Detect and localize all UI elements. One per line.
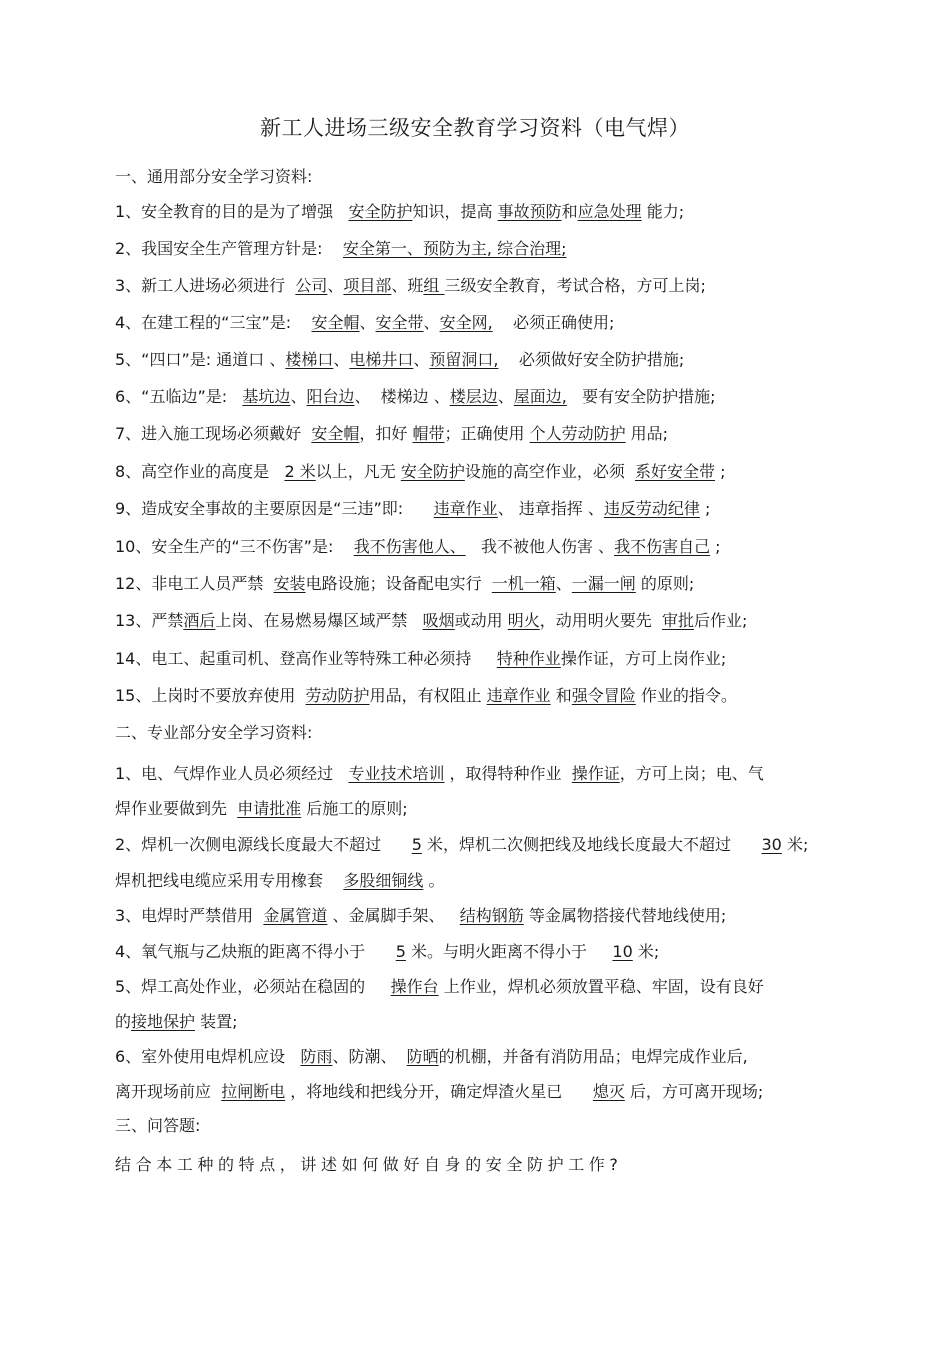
filled-answer: 多股细铜线 (343, 871, 424, 890)
text-line (115, 499, 710, 519)
text-segment: ，动用明火要先 (539, 611, 662, 630)
filled-answer: 防晒 (406, 1047, 439, 1066)
text-line (115, 723, 312, 743)
text-segment: ，扣好 (359, 424, 413, 443)
text-segment: 作业的指令。 (635, 686, 737, 705)
text-line (115, 906, 726, 926)
text-line (115, 202, 684, 222)
text-segment: 必须做好安全防护措施; (498, 350, 685, 369)
filled-answer: 30 (761, 835, 782, 854)
text-line (115, 942, 659, 962)
text-segment: 和 (561, 202, 578, 221)
text-line (115, 686, 737, 706)
text-segment: 电路设施；设备配电实行 (305, 574, 492, 593)
text-segment: 后施工的原则; (301, 799, 408, 818)
filled-answer: 结构钢筋 (459, 906, 524, 925)
text-segment: 后，方可离开现场; (624, 1082, 764, 1101)
filled-answer: 安全防护 (348, 202, 413, 221)
text-line (115, 313, 614, 333)
filled-answer: 接地保护 (131, 1012, 196, 1031)
filled-answer: 屋面边, (513, 387, 567, 406)
text-segment: 的 (115, 1012, 132, 1031)
text-line (115, 167, 312, 187)
text-segment: 和 (550, 686, 572, 705)
filled-answer: 2 米 (284, 462, 316, 481)
text-line (115, 350, 684, 370)
filled-answer: 专业技术培训 (348, 764, 445, 783)
text-segment: ; (710, 537, 721, 556)
filled-answer: 操作证 (571, 764, 620, 783)
text-segment: 知识，提高 (412, 202, 498, 221)
text-segment: 三级安全教育，考试合格，方可上岗; (444, 276, 706, 295)
filled-answer: 项目部 (343, 276, 392, 295)
text-segment: ；正确使用 (444, 424, 530, 443)
text-segment: 2、我国安全生产管理方针是: (115, 239, 343, 258)
text-line (115, 799, 408, 819)
filled-answer: 安全防护 (400, 462, 465, 481)
filled-answer: 特种作业 (496, 649, 561, 668)
text-segment: 13、严禁 (115, 611, 184, 630)
text-segment: 、 (327, 276, 344, 295)
text-segment: 、班 (391, 276, 424, 295)
text-segment: 2、焊机一次侧电源线长度最大不超过 (115, 835, 412, 854)
filled-answer: 安全网, (439, 313, 493, 332)
filled-answer: 熄灭 (592, 1082, 625, 1101)
text-segment: 一、通用部分安全学习资料: (115, 167, 313, 186)
text-segment: 8、高空作业的高度是 (115, 462, 285, 481)
text-segment: ，取得特种作业 (444, 764, 572, 783)
text-segment: 1、安全教育的目的是为了增强 (115, 202, 349, 221)
text-segment: ; (715, 462, 726, 481)
text-segment: ，方可上岗；电、气 (619, 764, 764, 783)
filled-answer: 安全帽 (311, 424, 360, 443)
text-line (115, 1082, 763, 1102)
filled-answer: 组 (423, 276, 445, 295)
text-segment: 米; (781, 835, 809, 854)
text-segment: 以上，凡无 (315, 462, 401, 481)
text-segment: 。 (423, 871, 445, 890)
filled-answer: 事故预防 (497, 202, 562, 221)
filled-answer: 楼梯口 (285, 350, 334, 369)
text-segment: 米; (632, 942, 660, 961)
text-line (115, 387, 716, 407)
filled-answer: 一机一箱 (491, 574, 556, 593)
text-segment: 5、“四口”是: 通道口 、 (115, 350, 286, 369)
text-segment: 、 违章指挥 、 (497, 499, 604, 518)
text-segment: 、 (333, 350, 350, 369)
text-line (115, 1116, 200, 1136)
text-segment: 用品，有权阻止 (369, 686, 487, 705)
text-segment: 焊机把线电缆应采用专用橡套 (115, 871, 344, 890)
text-line (115, 977, 764, 997)
text-line (115, 276, 706, 296)
text-segment: 装置; (195, 1012, 238, 1031)
text-segment: 10、安全生产的“三不伤害”是: (115, 537, 354, 556)
text-segment: 7、进入施工现场必须戴好 (115, 424, 312, 443)
text-segment: 操作证，方可上岗作业; (560, 649, 727, 668)
text-segment: 4、氧气瓶与乙炔瓶的距离不得小于 (115, 942, 396, 961)
text-line (115, 424, 668, 444)
filled-answer: 电梯井口 (349, 350, 414, 369)
text-segment: 离开现场前应 (115, 1082, 222, 1101)
text-line (115, 1012, 238, 1032)
filled-answer: 操作台 (390, 977, 439, 996)
text-line (115, 574, 694, 594)
text-segment: 、 楼梯边 、 (354, 387, 450, 406)
filled-answer: 预留洞口, (429, 350, 499, 369)
filled-answer: 阳台边 (306, 387, 355, 406)
text-segment: 我不被他人伤害 、 (465, 537, 615, 556)
text-line (115, 1047, 748, 1067)
text-segment: 12、非电工人员严禁 (115, 574, 274, 593)
filled-answer: 帽带 (412, 424, 445, 443)
text-segment: 三、问答题: (115, 1116, 201, 1135)
filled-answer: 防雨 (300, 1047, 333, 1066)
filled-answer: 吸烟 (422, 611, 455, 630)
text-segment: ，将地线和把线分开，确定焊渣火星已 (285, 1082, 593, 1101)
text-segment: 能力; (641, 202, 685, 221)
text-segment: 结合本工种的特点，讲述如何做好自身的安全防护工作? (115, 1155, 623, 1174)
filled-answer: 违反劳动纪律 (603, 499, 700, 518)
text-segment: 后作业; (693, 611, 748, 630)
filled-answer: 安全第一、预防为主, 综合治理; (342, 239, 567, 258)
text-segment: 4、在建工程的“三宝”是: (115, 313, 312, 332)
text-segment: 设施的高空作业，必须 (464, 462, 636, 481)
text-line (115, 611, 747, 631)
text-segment: 、 (555, 574, 572, 593)
filled-answer: 审批 (661, 611, 694, 630)
text-segment: 、 (497, 387, 514, 406)
text-segment: 米。与明火距离不得小于 (405, 942, 613, 961)
filled-answer: 基坑边 (242, 387, 291, 406)
filled-answer: 楼层边 (449, 387, 498, 406)
filled-answer: 5 (411, 835, 422, 854)
text-line (115, 764, 764, 784)
filled-answer: 违章作业 (486, 686, 551, 705)
text-line (115, 871, 444, 891)
text-segment: 5、焊工高处作业，必须站在稳固的 (115, 977, 391, 996)
text-line (115, 649, 726, 669)
text-segment: 焊作业要做到先 (115, 799, 238, 818)
text-segment: 必须正确使用; (492, 313, 615, 332)
filled-answer: 安全带 (375, 313, 424, 332)
filled-answer: 10 (612, 942, 633, 961)
filled-answer: 我不伤害自己 (614, 537, 711, 556)
text-segment: 等金属物搭接代替地线使用; (523, 906, 727, 925)
text-segment: 15、上岗时不要放弃使用 (115, 686, 306, 705)
text-segment: 6、“五临边”是: (115, 387, 243, 406)
filled-answer: 我不伤害他人、 (353, 537, 466, 556)
filled-answer: 安全帽 (311, 313, 360, 332)
text-segment: 、 (290, 387, 307, 406)
text-segment: 或动用 (454, 611, 508, 630)
text-line (115, 462, 726, 482)
filled-answer: 金属管道 (263, 906, 328, 925)
filled-answer: 5 (395, 942, 406, 961)
text-line (115, 537, 721, 557)
text-segment: ; (699, 499, 711, 518)
document-title: 新工人进场三级安全教育学习资料（电气焊） (260, 116, 690, 140)
filled-answer: 安装 (273, 574, 306, 593)
text-segment: 的原则; (635, 574, 695, 593)
filled-answer: 拉闸断电 (221, 1082, 286, 1101)
text-line (115, 835, 808, 855)
text-segment: 用品; (625, 424, 669, 443)
text-segment: 上岗、在易燃易爆区域严禁 (215, 611, 423, 630)
filled-answer: 系好安全带 (635, 462, 716, 481)
text-line (115, 239, 567, 259)
filled-answer: 明火 (507, 611, 540, 630)
text-segment: 6、室外使用电焊机应设 (115, 1047, 301, 1066)
filled-answer: 应急处理 (577, 202, 642, 221)
text-segment: 、 (359, 313, 376, 332)
text-segment: 14、电工、起重司机、登高作业等特殊工种必须持 (115, 649, 497, 668)
filled-answer: 个人劳动防护 (529, 424, 626, 443)
text-segment: 的机棚，并备有消防用品；电焊完成作业后, (438, 1047, 748, 1066)
filled-answer: 强令冒险 (571, 686, 636, 705)
filled-answer: 酒后 (183, 611, 216, 630)
filled-answer: 公司 (295, 276, 328, 295)
filled-answer: 劳动防护 (305, 686, 370, 705)
filled-answer: 违章作业 (433, 499, 498, 518)
filled-answer: 一漏一闸 (571, 574, 636, 593)
text-segment: 、 (413, 350, 430, 369)
text-segment: 米，焊机二次侧把线及地线长度最大不超过 (421, 835, 762, 854)
text-segment: 二、专业部分安全学习资料: (115, 723, 313, 742)
text-segment: 要有安全防护措施; (566, 387, 716, 406)
text-segment: 3、电焊时严禁借用 (115, 906, 264, 925)
text-segment: 、防潮、 (332, 1047, 407, 1066)
text-segment: 上作业，焊机必须放置平稳、牢固，设有良好 (438, 977, 764, 996)
text-segment: 、金属脚手架、 (327, 906, 460, 925)
text-segment: 3、新工人进场必须进行 (115, 276, 296, 295)
filled-answer: 申请批准 (237, 799, 302, 818)
text-segment: 9、造成安全事故的主要原因是“三违”即: (115, 499, 434, 518)
text-line (115, 1155, 623, 1175)
text-segment: 、 (423, 313, 440, 332)
text-segment: 1、电、气焊作业人员必须经过 (115, 764, 349, 783)
